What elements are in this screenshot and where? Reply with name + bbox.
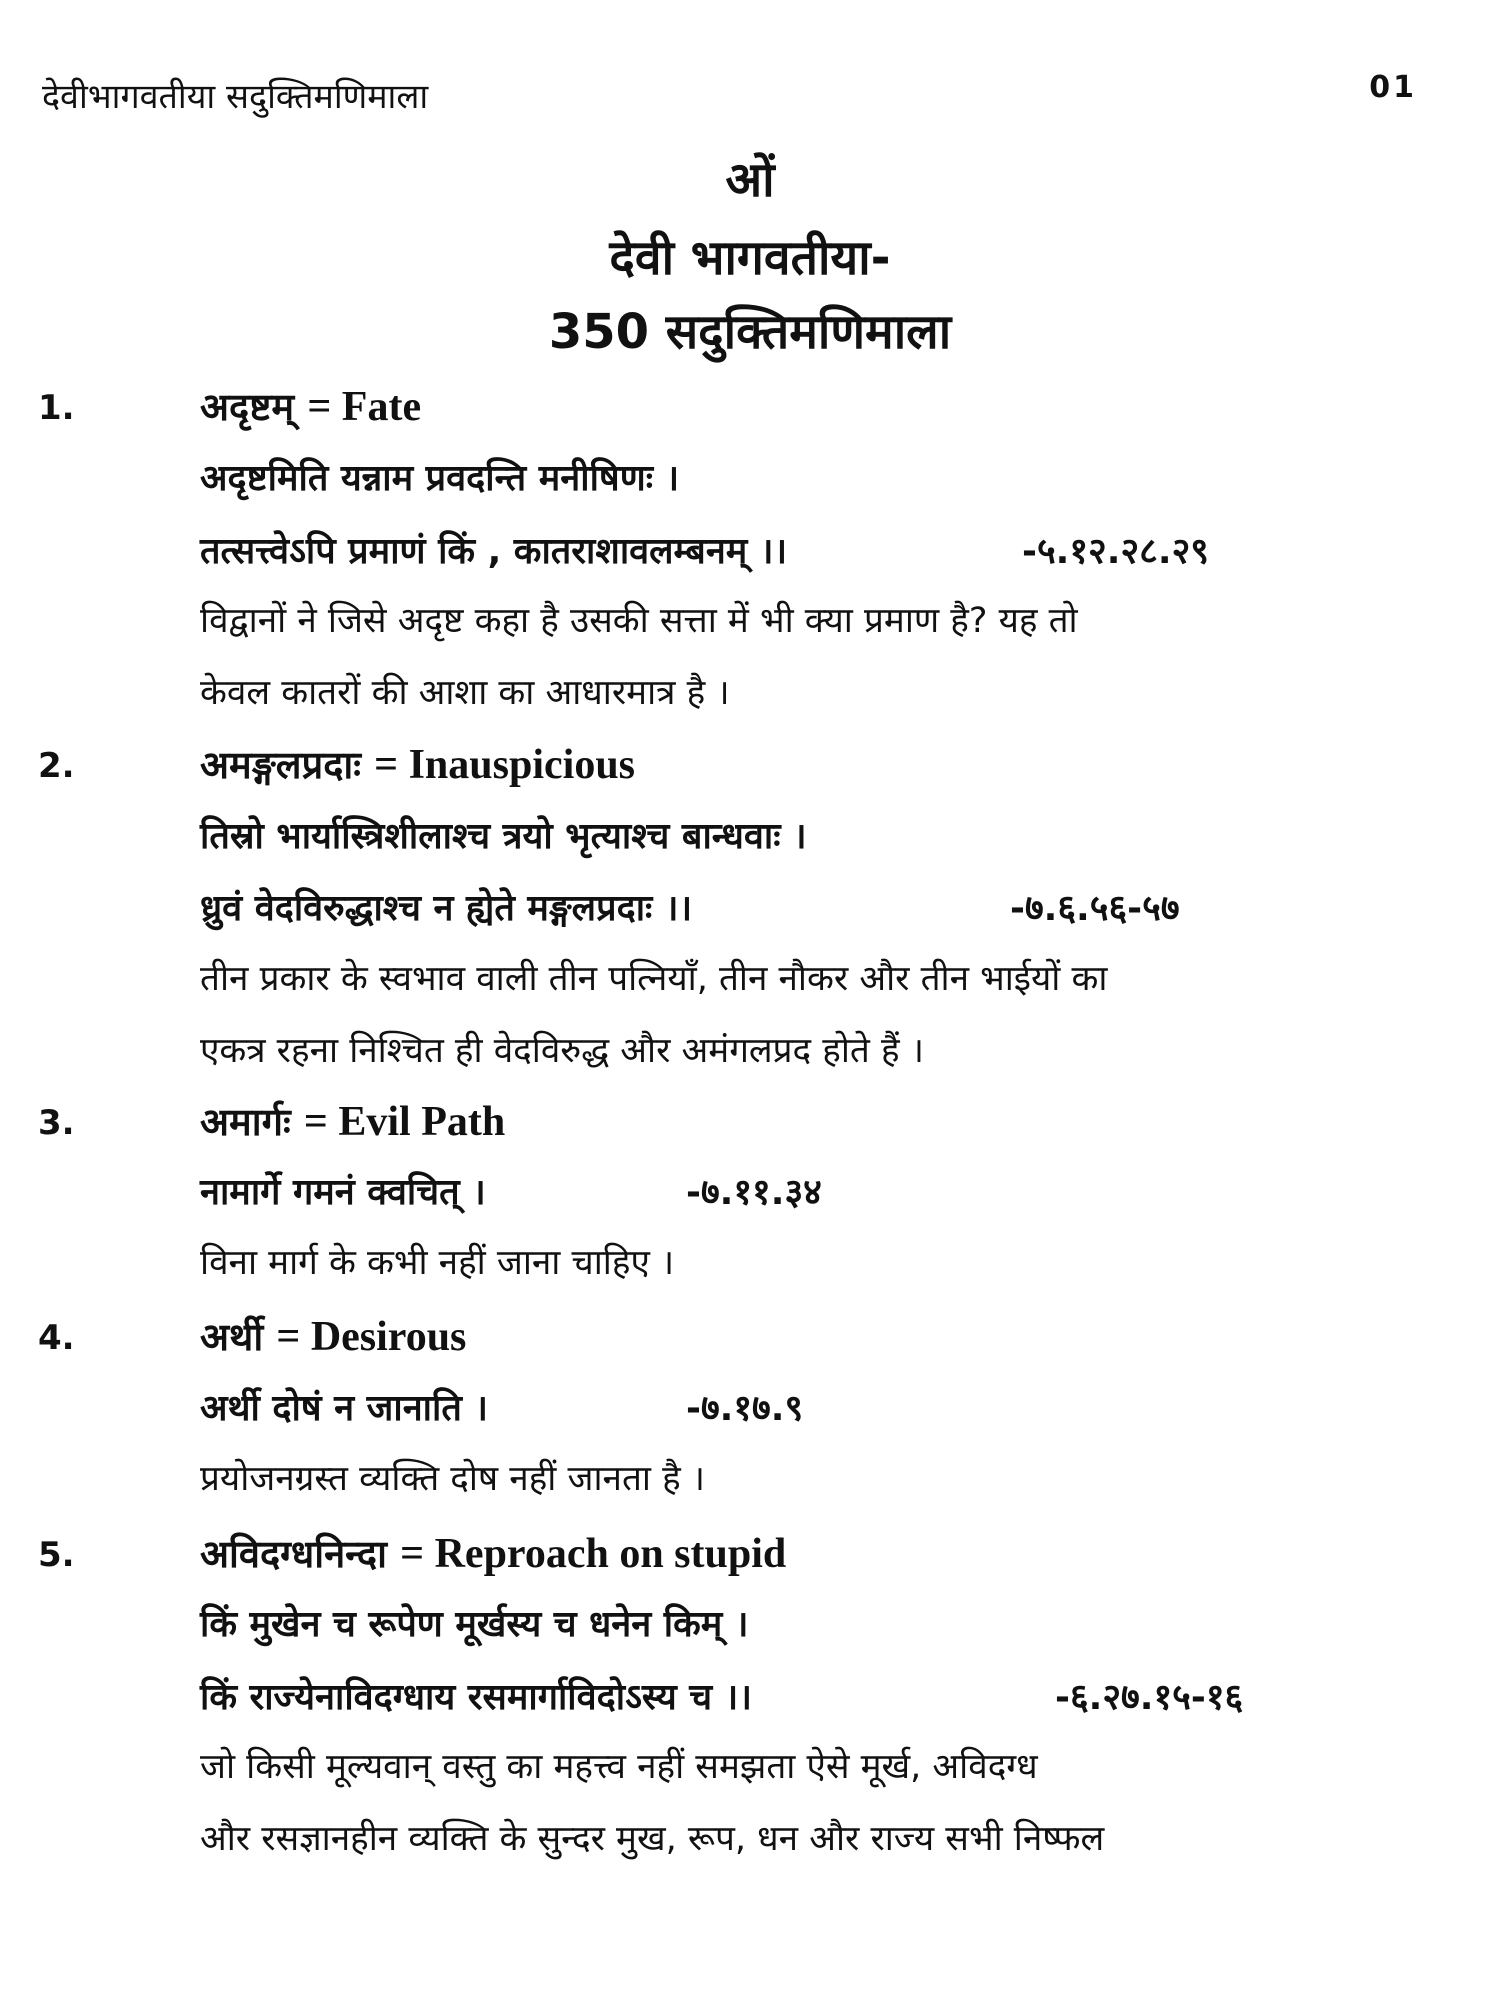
verse-line: तिस्रो भार्यास्त्रिशीलाश्च त्रयो भृत्याश्च बान्धवाः । [200,816,807,857]
gloss-line: विना मार्ग के कभी नहीं जाना चाहिए । [200,1243,675,1283]
entry-heading [200,1095,505,1147]
book-title: देवी भागवतीया- [609,230,891,286]
gloss-line: एकत्र रहना निश्चित ही वेदविरुद्ध और अमंगलप्रद होते हैं । [200,1031,924,1071]
verse-reference: -६.२७.१५-१६ [1055,1677,1244,1718]
gloss-line: विद्वानों ने जिसे अदृष्ट कहा है उसकी सत्ता में भी क्या प्रमाण है? यह तो [200,601,1078,641]
entry-number: 2. [38,746,75,786]
entry-heading [200,1310,466,1362]
entry-heading [200,1527,786,1579]
verse-reference: -७.१७.९ [686,1388,804,1429]
verse-line: नामार्गे गमनं क्वचित् । [200,1172,486,1213]
entry-term: अमार्गः [200,1100,291,1144]
gloss-line: केवल कातरों की आशा का आधारमात्र है । [200,673,730,713]
gloss-line: और रसज्ञानहीन व्यक्ति के सुन्दर मुख, रूप, धन और राज्य सभी निष्फल [200,1819,1105,1859]
entry-heading [200,380,421,432]
entry-english: = Inauspicious [374,742,636,788]
verse-line: अदृष्टमिति यन्नाम प्रवदन्ति मनीषिणः । [200,458,680,499]
entry-number: 3. [38,1103,75,1143]
entry-heading [200,738,635,790]
entry-number: 1. [38,388,75,428]
verse-line: किं राज्येनाविदग्धाय रसमार्गाविदोऽस्य च ।। [200,1677,752,1718]
verse-line: अर्थी दोषं न जानाति । [200,1388,489,1429]
title-om: ओं [725,152,775,208]
entry-english: = Desirous [276,1314,467,1360]
book-subtitle: 350 सदुक्तिमणिमाला [548,304,952,360]
entry-number: 5. [38,1535,75,1575]
entry-term: अविदग्धनिन्दा [200,1532,387,1576]
verse-line: किं मुखेन च रूपेण मूर्खस्य च धनेन किम् । [200,1604,749,1645]
gloss-line: जो किसी मूल्यवान् वस्तु का महत्त्व नहीं समझता ऐसे मूर्ख, अविदग्ध [200,1747,1038,1787]
entry-english: = Reproach on stupid [400,1531,787,1577]
gloss-line: प्रयोजनग्रस्त व्यक्ति दोष नहीं जानता है । [200,1459,706,1499]
gloss-line: तीन प्रकार के स्वभाव वाली तीन पत्नियाँ, तीन नौकर और तीन भाईयों का [200,959,1108,999]
verse-reference: -५.१२.२८.२९ [1022,531,1210,572]
entry-term: अदृष्टम् [200,385,295,429]
entry-english: = Evil Path [303,1099,506,1145]
entry-english: = Fate [307,384,422,430]
running-header-title: देवीभागवतीया सदुक्तिमणिमाला [42,77,429,117]
verse-reference: -७.११.३४ [686,1172,822,1213]
verse-line: तत्सत्त्वेऽपि प्रमाणं किं , कातराशावलम्बनम् ।। [200,531,788,572]
entry-term: अमङ्गलप्रदाः [200,743,361,787]
verse-reference: -७.६.५६-५७ [1010,888,1180,929]
entry-number: 4. [38,1318,75,1358]
page-number: 01 [1369,70,1417,105]
verse-line: ध्रुवं वेदविरुद्धाश्च न ह्येते मङ्गलप्रदाः ।। [200,888,693,929]
entry-term: अर्थी [200,1315,264,1359]
